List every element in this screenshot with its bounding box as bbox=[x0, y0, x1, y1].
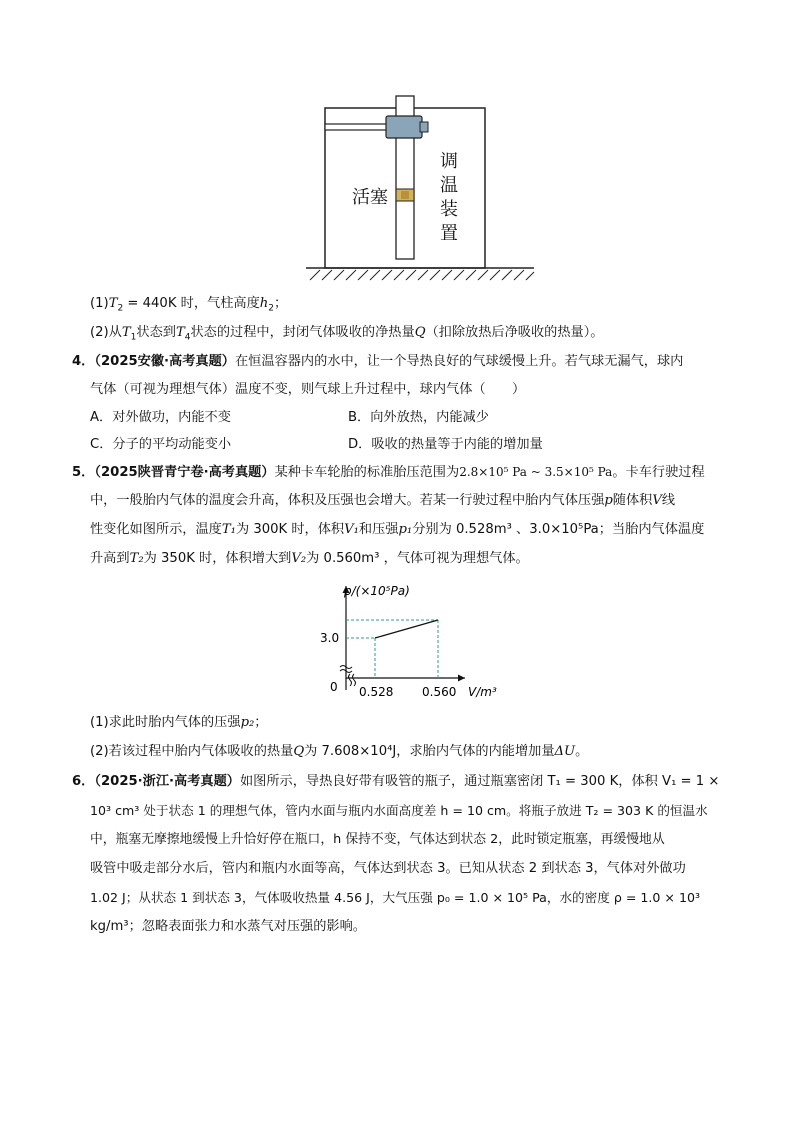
q6-line6: kg/m³；忽略表面张力和水蒸气对压强的影响。 bbox=[90, 919, 366, 934]
x-tick-label: 0.528 bbox=[359, 685, 394, 699]
q5-line4: 升高到T₂为 350K 时，体积增大到V₂为 0.560m³ ，气体可视为理想气体。 bbox=[90, 551, 529, 566]
q4-option-a[interactable]: A．对外做功，内能不变 bbox=[90, 410, 231, 425]
connector-valve bbox=[386, 116, 422, 138]
side-pipe bbox=[325, 124, 393, 130]
q4-number: 4． bbox=[72, 354, 95, 369]
device-label-char: 调 bbox=[440, 151, 458, 172]
piston-label: 活塞 bbox=[352, 187, 388, 208]
q3-part1: $(1)T_2 = 440K$ 时，气柱高度$h_2$； bbox=[90, 296, 288, 314]
q6-line2: 10³ cm³ 处于状态 1 的理想气体，管内水面与瓶内水面高度差 h = 10 cm。将瓶子放进 T₂ = 303 K 的恒温水 bbox=[90, 803, 708, 818]
apparatus-figure bbox=[300, 92, 540, 287]
q5-line1: 5．（2025陕晋青宁卷·高考真题）某种卡车轮胎的标准胎压范围为2.8×10⁵ Pa ~ 3.5×10⁵ Pa。卡车行驶过程 bbox=[72, 465, 705, 480]
q6-line3: 中，瓶塞无摩擦地缓慢上升恰好停在瓶口，h 保持不变，气体达到状态 2，此时锁定瓶塞，再缓慢地从 bbox=[90, 832, 665, 847]
q4-source: （2025安徽·高考真题） bbox=[94, 354, 235, 369]
series-line bbox=[375, 620, 438, 638]
device-label-char: 置 bbox=[440, 223, 458, 244]
q4-option-d[interactable]: D．吸收的热量等于内能的增加量 bbox=[348, 437, 543, 452]
axis-break-x bbox=[349, 674, 356, 686]
q6-line1: 6．（2025·浙江·高考真题）如图所示，导热良好带有吸管的瓶子，通过瓶塞密闭 T₁ = 300 K，体积 V₁ = 1 × bbox=[72, 774, 720, 789]
origin-label: 0 bbox=[330, 680, 338, 694]
device-label bbox=[440, 150, 460, 246]
q5-line3: 性变化如图所示，温度T₁为 300K 时，体积V₁和压强p₁分别为 0.528m³ 、3.0×10⁵Pa；当胎内气体温度 bbox=[90, 522, 705, 537]
q4-option-b[interactable]: B．向外放热，内能减少 bbox=[348, 410, 489, 425]
q6-source: （2025·浙江·高考真题） bbox=[94, 774, 240, 789]
x-axis-label: V/m³ bbox=[468, 685, 497, 699]
q5-part2: (2)若该过程中胎内气体吸收的热量Q为 7.608×10⁴J，求胎内气体的内能增加量ΔU。 bbox=[90, 744, 589, 759]
q4-line1: 4．（2025安徽·高考真题）在恒温容器内的水中，让一个导热良好的气球缓慢上升。若气球无漏气，球内 bbox=[72, 354, 684, 369]
x-tick-label: 0.560 bbox=[422, 685, 457, 699]
q4-line2: 气体（可视为理想气体）温度不变，则气球上升过程中，球内气体（ ） bbox=[90, 382, 526, 397]
device-label-char: 温 bbox=[440, 175, 458, 196]
q6-number: 6． bbox=[72, 774, 95, 789]
device-label-char: 装 bbox=[440, 199, 458, 220]
q6-line5: 1.02 J；从状态 1 到状态 3，气体吸收热量 4.56 J，大气压强 p₀ = 1.0 × 10⁵ Pa，水的密度 ρ = 1.0 × 10³ bbox=[90, 890, 701, 905]
q5-line2: 中，一般胎内气体的温度会升高，体积及压强也会增大。若某一行驶过程中胎内气体压强p随体积V线 bbox=[90, 493, 676, 508]
pv-chart bbox=[320, 578, 520, 706]
y-tick-label: 3.0 bbox=[320, 631, 340, 645]
q4-option-c[interactable]: C．分子的平均动能变小 bbox=[90, 437, 232, 452]
q3-part2: (2)从$T_1$状态到$T_4$状态的过程中，封闭气体吸收的净热量Q（扣除放热后净吸收的热量）。 bbox=[90, 325, 604, 343]
y-axis-label: p/(×10⁵Pa) bbox=[344, 584, 410, 598]
q5-number: 5． bbox=[72, 465, 95, 480]
q5-source: （2025陕晋青宁卷·高考真题） bbox=[94, 465, 275, 480]
q5-part1: (1)求此时胎内气体的压强p₂； bbox=[90, 715, 268, 730]
q6-line4: 吸管中吸走部分水后，管内和瓶内水面等高，气体达到状态 3。已知从状态 2 到状态 3，气体对外做功 bbox=[90, 861, 686, 876]
